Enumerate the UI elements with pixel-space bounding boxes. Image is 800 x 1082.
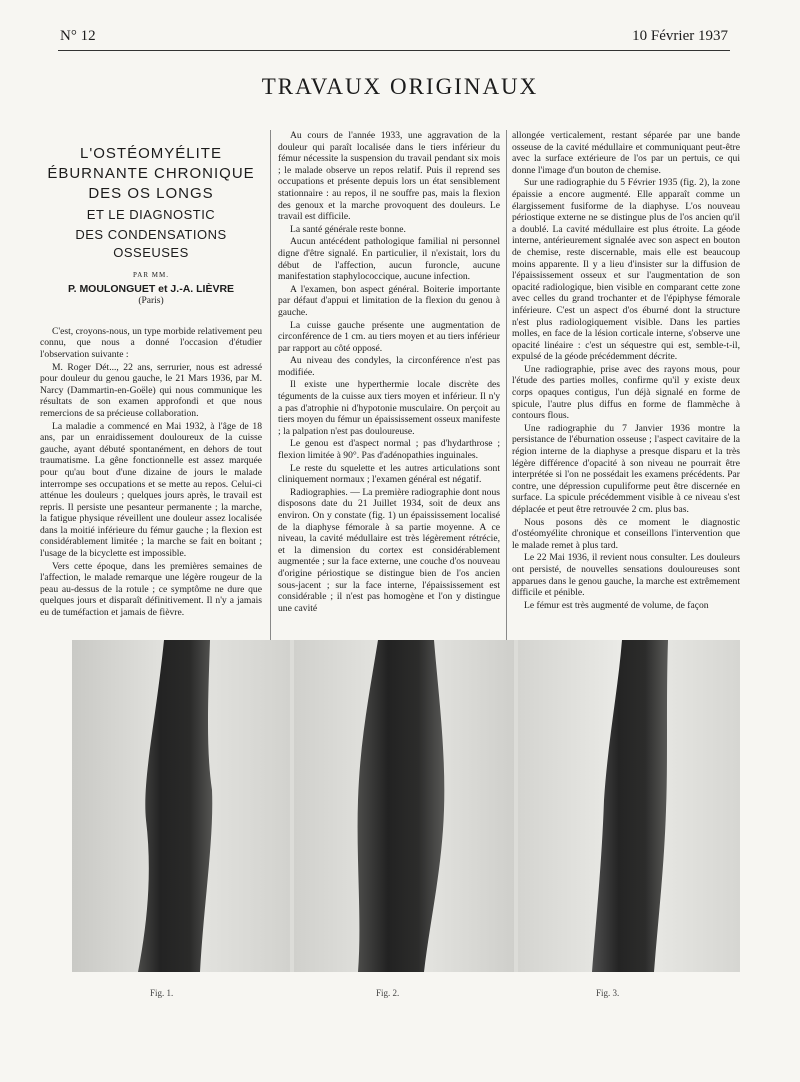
page-header [60, 28, 728, 52]
paragraph: Nous posons dès ce moment le diagnostic d'ostéomyélite chronique et conseillons l'intervention que le malade remet à plus tard. [512, 516, 740, 551]
paragraph: Il existe une hyperthermie locale discrète des téguments de la cuisse aux tiers moyen et inférieur. Il n'y a pas d'atrophie ni d'hypotonie musculaire. On perçoit au tiers moyen du fémur un épaississement osseux manifeste ; la palpation n'est pas douloureuse. [278, 379, 500, 437]
radiograph-figures [72, 640, 740, 972]
figure-caption: Fig. 3. [596, 988, 620, 998]
radiograph-fig-1 [72, 640, 290, 972]
paragraph: Le 22 Mai 1936, il revient nous consulter. Les douleurs ont persisté, de nouvelles sensations douloureuses sont apparues dans le genou gauche, la marche est extrêmement difficile et pénible. [512, 552, 740, 599]
figure-caption: Fig. 1. [150, 988, 174, 998]
paragraph: C'est, croyons-nous, un type morbide relativement peu connu, que nous a donné l'occasion d'étudier l'observation suivante : [40, 325, 262, 360]
issue-number: N° 12 [60, 28, 96, 44]
paragraph: Au cours de l'année 1933, une aggravation de la douleur qui paraît localisée dans le tiers inférieur du fémur nécessite la suspension du travail pendant six mois ; le malade observe un repos relatif. Puis il reprend ses occupations et présente depuis lors un état sensiblement stationnaire : au repos, il ne souffre pas, mais la flexion des genoux et la marche provoquent des douleurs. Le travail est difficile. [278, 130, 500, 223]
article-title-line: DES CONDENSATIONS OSSEUSES [75, 227, 227, 260]
column-rule [270, 130, 271, 650]
paragraph: Une radiographie du 7 Janvier 1936 montre la persistance de l'éburnation osseuse ; l'aspect cavitaire de la région interne de la diaphyse a presque disparu et la très légère différence d'opacité à son niveau ne pourrait être interprétée si l'on ne possédait les examens précédents. Par contre, une dépression cupuliforme peut être discernée en surface. La spicule précédemment visible à ce niveau s'est déplacée et peut être retrouvée 2 cm. plus bas. [512, 422, 740, 515]
paragraph: M. Roger Dét..., 22 ans, serrurier, nous est adressé pour douleur du genou gauche, le 21 Mars 1936, par M. Narcy (Dammartin-en-Goële) qui nous communique les résultats de son examen approfondi et que nous remercions de sa précieuse collaboration. [40, 361, 262, 419]
article-title-line: DES OS LONGS [88, 185, 214, 202]
author-location: (Paris) [138, 296, 164, 307]
paragraph: A l'examen, bon aspect général. Boiterie importante par défaut d'appui et limitation de la flexion du genou à gauche. [278, 283, 500, 318]
column-1 [40, 130, 262, 620]
paragraph: Le fémur est très augmenté de volume, de façon [524, 599, 709, 611]
article-title-line: ÉBURNANTE CHRONIQUE [47, 165, 255, 182]
radiograph-fig-2 [294, 640, 514, 972]
byline-par: PAR MM. [133, 271, 169, 279]
paragraph: allongée verticalement, restant séparée par une bande osseuse de la cavité médullaire et communiquant peut-être avec la surface extérieure de l'os par un pertuis, ce qui donne l'image d'un bouton de chemise. [512, 130, 740, 176]
paragraph: La maladie a commencé en Mai 1932, à l'âge de 18 ans, par un enraidissement douloureux de la cuisse gauche, ayant débuté spontanément, en dehors de tout traumatisme. La gêne fonctionnelle est assez marquée pour qu'au bout d'une dizaine de jours le malade interrompe ses occupations et se mette au repos. Celui-ci atténue les douleurs ; quelques jours après, le travail est repris. Il persiste une pesanteur permanente ; la marche, la fatigue physique réveillent une douleur assez localisée dans la moitié inférieure du fémur gauche ; la flexion est considérablement limitée ; la marche se fait en boitant ; l'usage de la bicyclette est impossible. [40, 420, 262, 560]
paragraph: Au niveau des condyles, la circonférence n'est pas modifiée. [278, 355, 500, 378]
section-title: TRAVAUX ORIGINAUX [261, 74, 539, 99]
paragraph: Le reste du squelette et les autres articulations sont cliniquement normaux ; l'examen général est négatif. [278, 462, 500, 486]
column-2 [278, 130, 500, 615]
paragraph: Radiographies. — La première radiographie dont nous disposons date du 21 Juillet 1934, soit de deux ans environ. On y constate (fig. 1) un épaississement localisé de la diaphyse fémorale à sa partie moyenne. A ce niveau, la cavité médullaire est très légèrement rétrécie, et la dimension du cortex est considérablement augmentée ; sur la face externe, une couche d'os nouveau d'origine périostique se distingue bien de l'os ancien sous-jacent ; sur la face interne, l'épaississement est considérable ; il n'est pas homogène et l'on y distingue une cavité [278, 486, 500, 614]
paragraph: Vers cette époque, dans les premières semaines de l'affection, le malade remarque une légère rougeur de la peau au-dessus de la rotule ; ce symptôme ne dure que quelques jours et disparaît définitivement. Il n'y a jamais eu de tuméfaction et jamais de fièvre. [40, 560, 262, 619]
figure-caption: Fig. 2. [376, 988, 400, 998]
article-title-line: ET LE DIAGNOSTIC [86, 207, 216, 222]
header-rule [58, 50, 730, 51]
radiograph-fig-3 [518, 640, 740, 972]
article-title-line: L'OSTÉOMYÉLITE [80, 145, 222, 162]
article-title [40, 144, 262, 262]
paragraph: Une radiographie, prise avec des rayons mous, pour l'étude des parties molles, confirme qu'il y existe deux corps opaques contigus, l'un déjà signalé en forme de spicule, l'autre plus diffus en forme de flammèche à contours flous. [512, 363, 740, 422]
paragraph: La cuisse gauche présente une augmentation de circonférence de 1 cm. au tiers moyen et au tiers inférieur par rapport au côté opposé. [278, 319, 500, 354]
paragraph: Aucun antécédent pathologique familial ni personnel digne d'être signalé. En particulier, il n'existait, lors du début de l'affection, aucun furoncle, aucune manifestation staphylococcique, aucune infection. [278, 236, 500, 283]
paragraph: Sur une radiographie du 5 Février 1935 (fig. 2), la zone épaissie a encore augmenté. Elle apparaît comme un élargissement fusiforme de la diaphyse. L'os nouveau périostique externe ne se distingue plus de l'os ancien qu'il a doublé. La cavité médullaire est plus étroite. La géode interne, antérieurement signalée avec son aspect en bouton de chemise, reste discernable, mais elle est beaucoup moins apparente. Il y a lieu d'insister sur la diffusion de l'épaississement osseux et sur l'augmentation de son opacité radiologique, bien visible en comparant cette zone avec celles du grand trochanter et de l'épiphyse fémorale inférieure. C'est un aspect d'os éburné dont la structure n'est plus radiologiquement visible. Dans les parties molles, en face de la lésion corticale interne, s'observe une opacité linéaire : c'est un séquestre qui est, semble-t-il, expulsé de la géode précédemment décrite. [512, 177, 740, 363]
column-3 [512, 130, 740, 612]
column-rule [506, 130, 507, 650]
issue-date: 10 Février 1937 [632, 28, 728, 44]
paragraph: Le genou est d'aspect normal ; pas d'hydarthrose ; flexion limitée à 90°. Pas d'adénopathies inguinales. [278, 438, 500, 462]
paragraph: La santé générale reste bonne. [290, 223, 406, 235]
authors: P. MOULONGUET et J.-A. LIÈVRE [67, 282, 235, 295]
